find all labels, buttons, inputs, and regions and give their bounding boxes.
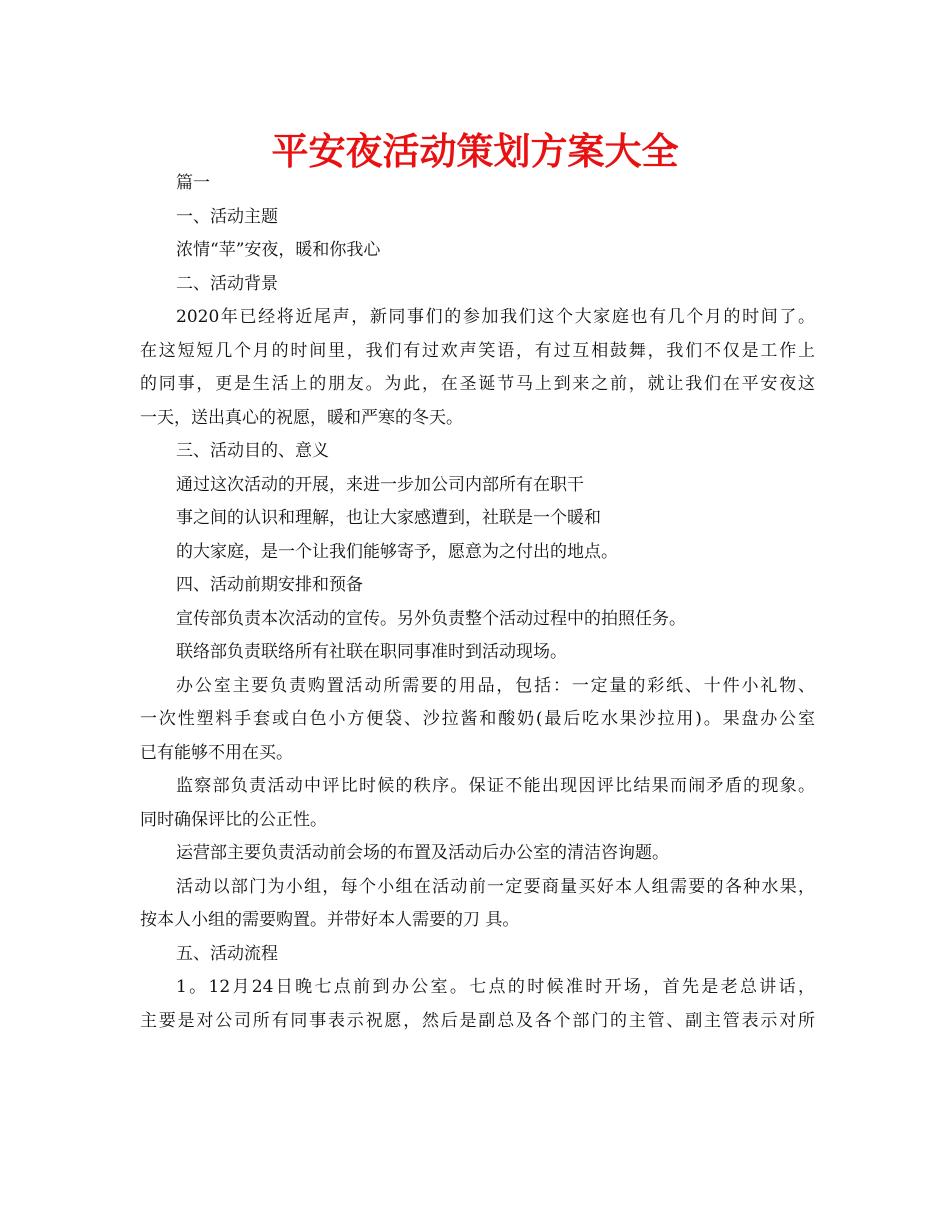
paragraph-line: 三、活动目的、意义 — [176, 441, 329, 461]
paragraph-line: 一次性塑料手套或白色小方便袋、沙拉酱和酸奶(最后吃水果沙拉用)。果盘办公室 — [140, 709, 815, 729]
paragraph-line: 篇一 — [176, 173, 210, 193]
paragraph-line: 的同事，更是生活上的朋友。为此，在圣诞节马上到来之前，就让我们在平安夜这 — [140, 374, 815, 394]
paragraph-line: 在这短短几个月的时间里，我们有过欢声笑语，有过互相鼓舞，我们不仅是工作上 — [140, 340, 815, 361]
paragraph-line: 同时确保评比的公正性。 — [140, 809, 327, 830]
paragraph-line: 1。12月24日晚七点前到办公室。七点的时候准时开场，首先是老总讲话， — [176, 977, 815, 997]
paragraph-line: 一、活动主题 — [176, 206, 278, 227]
paragraph-line: 五、活动流程 — [176, 943, 278, 964]
paragraph-line: 按本人小组的需要购置。并带好本人需要的刀 具。 — [140, 910, 520, 930]
paragraph-line: 联络部负责联络所有社联在职同事准时到活动现场。 — [176, 642, 567, 662]
paragraph-line: 已有能够不用在买。 — [140, 742, 293, 763]
paragraph-line: 一天，送出真心的祝愿，暖和严寒的冬天。 — [140, 407, 463, 428]
paragraph-line: 主要是对公司所有同事表示祝愿，然后是副总及各个部门的主管、副主管表示对所 — [140, 1010, 815, 1031]
paragraph-line: 通过这次活动的开展，来进一步加公司内部所有在职干 — [176, 474, 584, 495]
document-body — [140, 167, 815, 1038]
paragraph-line: 2020年已经将近尾声，新同事们的参加我们这个大家庭也有几个月的时间了。 — [176, 307, 815, 327]
paragraph-line: 浓情“苹”安夜，暖和你我心 — [176, 240, 381, 260]
paragraph-line: 二、活动背景 — [176, 273, 278, 294]
paragraph-line: 宣传部负责本次活动的宣传。另外负责整个活动过程中的拍照任务。 — [176, 608, 686, 629]
paragraph-line: 运营部主要负责活动前会场的布置及活动后办公室的清洁咨询题。 — [176, 843, 669, 863]
paragraph-line: 办公室主要负责购置活动所需要的用品，包括：一定量的彩纸、十件小礼物、 — [176, 675, 815, 696]
paragraph-line: 监察部负责活动中评比时候的秩序。保证不能出现因评比结果而闹矛盾的现象。 — [176, 776, 815, 796]
paragraph-line: 四、活动前期安排和预备 — [176, 575, 363, 595]
document-title: 平安夜活动策划方案大全 — [271, 130, 679, 173]
paragraph-line: 的大家庭，是一个让我们能够寄予，愿意为之付出的地点。 — [176, 541, 618, 562]
paragraph-line: 事之间的认识和理解，也让大家感遭到，社联是一个暖和 — [176, 508, 601, 528]
paragraph-line: 活动以部门为小组，每个小组在活动前一定要商量买好本人组需要的各种水果， — [176, 876, 815, 897]
